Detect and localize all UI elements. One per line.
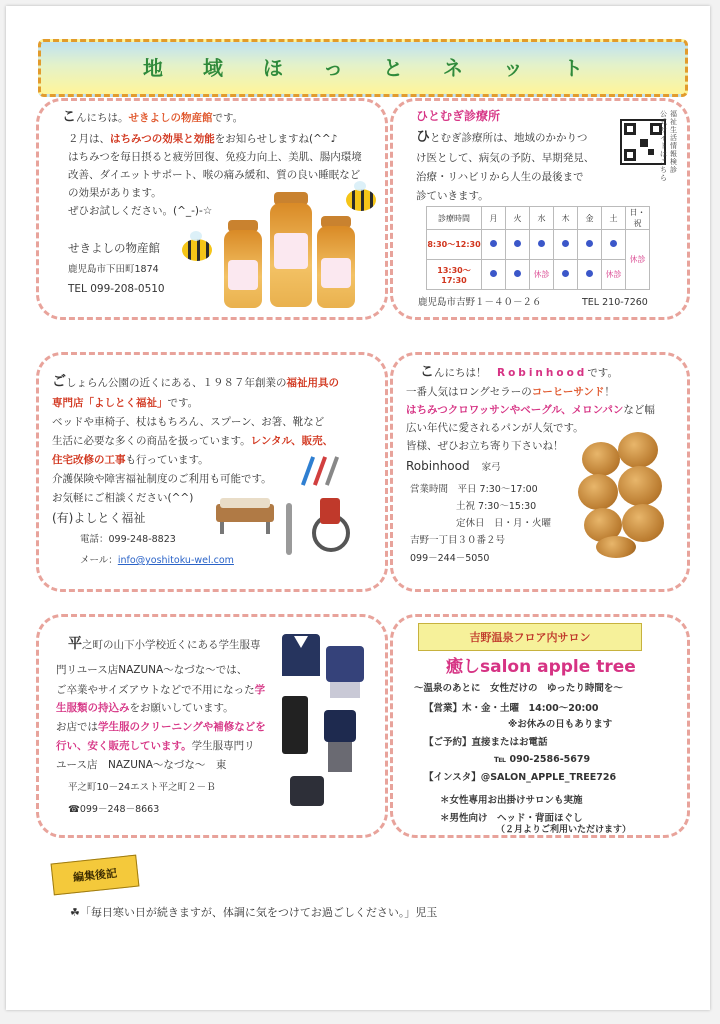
s3-line5: 住宅改修の工事も行っています。 (52, 454, 209, 466)
s3-phone: 電話：099-248-8823 (80, 534, 176, 545)
open-dot-icon (538, 240, 545, 247)
salon-note2: ＊男性向け ヘッド・背面ほぐし (440, 813, 583, 824)
schedule-pm-time: 13:30～17:30 (427, 260, 482, 290)
bee-illustration (182, 239, 212, 261)
schedule-am-time: 8:30～12:30 (427, 230, 482, 260)
s5-line2: 門リユース店NAZUNA～なづな～では、 (56, 664, 248, 676)
s3-shop-name: (有)よしとく福祉 (52, 511, 146, 525)
salon-reserve: 【ご予約】直接またはお電話 (424, 737, 548, 748)
s5-line4: 生服類の持込みをお願いしています。 (56, 702, 234, 714)
utensils-image (304, 454, 344, 488)
clinic-schedule-table (426, 206, 650, 290)
s5-line5: お店では学生服のクリーニングや補修などを (56, 721, 266, 733)
s2-address: 鹿児島市吉野１－４０－２６ (418, 297, 542, 308)
salon-note3: （２月よりご利用いただけます） (496, 825, 632, 835)
s3-line2: 専門店「よしとく福祉」です。 (52, 397, 199, 409)
open-dot-icon (490, 270, 497, 277)
salon-ribbon (418, 623, 642, 651)
s1-line4: 改善、ダイエットサポート、喉の痛み緩和、質の良い睡眠など (68, 169, 361, 181)
s4-line5: 皆様、ぜひお立ち寄り下さいね！ (406, 440, 564, 452)
schedule-header: 金 (578, 207, 602, 230)
s1-line3: はちみつを毎日摂ると疲労回復、免疫力向上、美肌、腸内環境 (68, 151, 362, 163)
banner-title: 地域ほっとネット (143, 56, 623, 80)
s4-line4: 広い年代に愛されるパンが人気です。 (406, 422, 584, 434)
closed-sun-holiday: 休診 (626, 230, 650, 290)
s4-line3: はちみつクロワッサンやベーグル、メロンパンなど幅 (406, 404, 655, 416)
schedule-header: 水 (530, 207, 554, 230)
open-dot-icon (562, 240, 569, 247)
salon-hours: 【営業】木・金・土曜 14:00～20:00 (424, 703, 599, 714)
s3-line7: お気軽にご相談ください(^^) (52, 492, 194, 504)
s2-line2: け医として、病気の予防、早期発見、 (416, 152, 595, 164)
s1-line2: ２月は、はちみつの効果と効能をお知らせしますね(^^♪ (68, 133, 338, 145)
s1-address: 鹿児島市下田町1874 (68, 264, 159, 275)
s1-greeting: こんにちは。せきよしの物産館です。 (62, 109, 244, 125)
schedule-header: 土 (602, 207, 626, 230)
s3-line3: ベッドや車椅子、杖はもちろん、スプーン、お箸、靴など (52, 416, 325, 428)
salon-title: 癒しsalon apple tree (446, 657, 636, 677)
s5-line6: 行い、安く販売しています。学生服専門リ (56, 740, 255, 752)
s1-line5: の効果があります。 (68, 187, 162, 199)
salon-instagram: 【インスタ】@SALON_APPLE_TREE726 (424, 772, 617, 783)
newsletter-page (6, 6, 710, 1010)
qr-caption: 福祉生活情報検診 (670, 110, 677, 174)
wheelchair-image (306, 494, 364, 554)
cane-image (286, 503, 292, 555)
s4-address: 吉野一丁目３０番２号 (410, 535, 506, 546)
s5-tel: ☎099－248－8663 (68, 804, 160, 815)
open-dot-icon (562, 270, 569, 277)
s5-line3: ご卒業やサイズアウトなどで不用になった学 (56, 684, 266, 696)
s3-line1: ごしょらん公園の近くにある、１９８７年創業の福祉用具の (52, 374, 339, 390)
schedule-header: 火 (506, 207, 530, 230)
s5-line1: 平之町の山下小学校近くにある学生服専 (68, 636, 261, 652)
s1-tel: TEL 099-208-0510 (68, 283, 165, 295)
care-bed-image (216, 492, 276, 536)
s2-title: ひとむぎ診療所 (416, 109, 501, 123)
s4-line1: こんにちは！ Robinhoodです。 (420, 364, 618, 380)
bee-illustration (346, 189, 376, 211)
salon-subtitle: ～温泉のあとに 女性だけの ゆったり時間を～ (414, 683, 623, 694)
salon-ribbon-text: 吉野温泉フロア内サロン (469, 631, 591, 644)
editor-note-text: ☘「毎日寒い日が続きますが、体調に気をつけてお過ごしください。」児玉 (70, 906, 438, 919)
open-dot-icon (586, 270, 593, 277)
s5-address: 平之町10－24エスト平之町２－Ｂ (68, 782, 216, 793)
s2-line3: 治療・リハビリから人生の最後まで (416, 171, 584, 183)
s3-line4: 生活に必要な多くの商品を扱っています。レンタル、販売、 (52, 435, 334, 447)
salon-note1: ＊女性専用お出掛けサロンも実施 (440, 795, 583, 806)
s4-tel: 099－244－5050 (410, 553, 490, 564)
salon-hours-note: ※お休みの日もあります (508, 719, 613, 730)
open-dot-icon (586, 240, 593, 247)
s2-line1: ひとむぎ診療所は、地域のかかりつ (416, 129, 588, 145)
editor-note-tag (51, 855, 140, 896)
open-dot-icon (610, 240, 617, 247)
editor-note-label: 編集後記 (72, 866, 118, 885)
open-dot-icon (514, 270, 521, 277)
qr-caption-2: 公式サイトはこちら (660, 110, 667, 182)
s1-shop-name: せきよしの物産館 (68, 241, 160, 255)
salon-tel: ℡ 090-2586-5679 (494, 754, 591, 765)
s4-hours3: 定休日 日・月・火曜 (456, 518, 552, 529)
s4-line2: 一番人気はロングセラーのコーヒーサンド！ (406, 386, 615, 398)
s4-hours1: 営業時間 平日 7:30～17:00 (410, 484, 538, 495)
open-dot-icon (490, 240, 497, 247)
schedule-header: 診療時間 (427, 207, 482, 230)
schedule-header: 木 (554, 207, 578, 230)
s3-line6: 介護保険や障害福祉制度のご利用も可能です。 (52, 473, 272, 485)
schedule-header: 月 (482, 207, 506, 230)
open-dot-icon (514, 240, 521, 247)
s2-line4: 診ていきます。 (416, 190, 489, 202)
s2-tel: TEL 210-7260 (582, 297, 648, 308)
schedule-header: 日・祝 (626, 207, 650, 230)
s4-shop-name: Robinhood 家弓 (406, 459, 501, 473)
closed-wed-pm: 休診 (530, 260, 554, 290)
s5-line7: ユース店 NAZUNA～なづな～ 東 (56, 759, 227, 771)
email-link[interactable]: info@yoshitoku-wel.com (117, 555, 234, 566)
s3-mail: メール：info@yoshitoku-wel.com (80, 555, 234, 566)
s1-line6: ぜひお試しください。(^_-)-☆ (68, 205, 213, 217)
title-banner (38, 39, 688, 97)
s4-hours2: 土祝 7:30～15:30 (456, 501, 537, 512)
closed-sat-pm: 休診 (602, 260, 626, 290)
